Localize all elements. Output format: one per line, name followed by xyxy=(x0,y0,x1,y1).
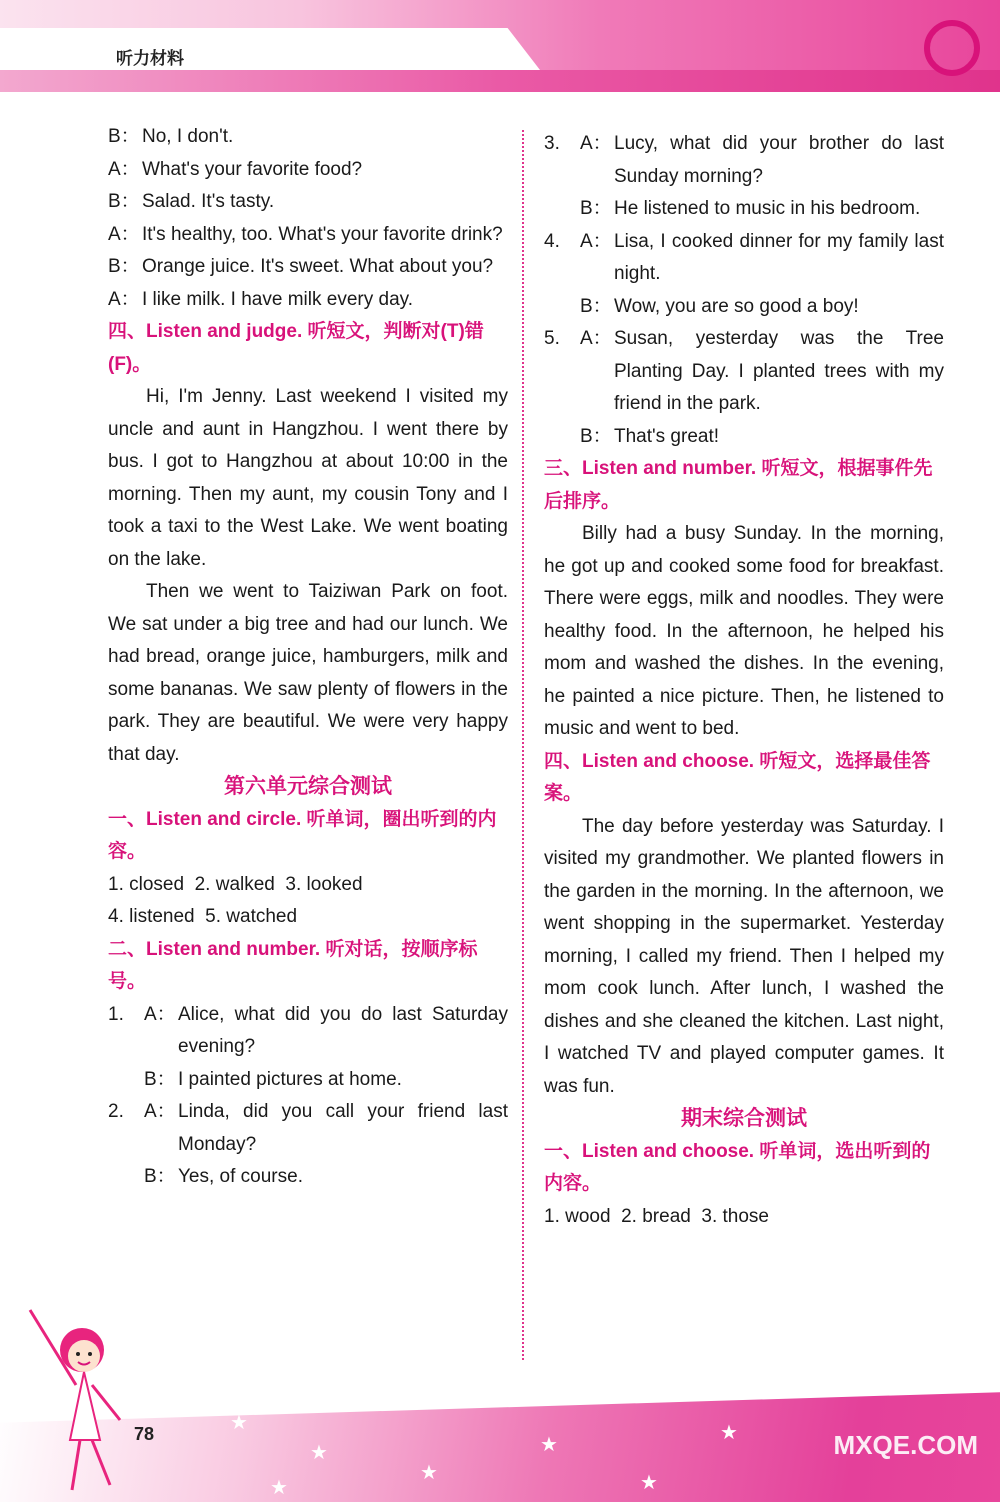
dialog-line: B： Wow, you are so good a boy! xyxy=(580,295,859,317)
dialog-line: A： It's healthy, too. What's your favorite drink? xyxy=(108,223,503,245)
section-title: 四、Listen and judge. 听短文，判断对(T)错(F)。 xyxy=(108,321,484,375)
dialog-line: 5. A： Susan, yesterday was the Tree Planting Day. I planted trees with my friend in the park. xyxy=(544,328,944,414)
star-icon: ★ xyxy=(310,1442,328,1464)
dialog-line: B： No, I don't. xyxy=(108,126,234,147)
dialog-line: A： What's your favorite food? xyxy=(108,158,363,180)
girl-illustration xyxy=(20,1290,180,1500)
dialog-line: B： Salad. It's tasty. xyxy=(108,191,275,212)
right-column xyxy=(544,128,944,1233)
star-icon: ★ xyxy=(420,1462,438,1484)
unit-title: 第六单元综合测试 xyxy=(224,775,392,798)
dialog-line: 1. A： Alice, what did you do last Saturday evening? xyxy=(108,1003,508,1057)
dialog-line: B： He listened to music in his bedroom. xyxy=(580,198,921,219)
passage-paragraph: Hi, I'm Jenny. Last weekend I visited my uncle and aunt in Hangzhou. I went there by bus. I got to Hangzhou at about 10:00 in the morning. Then my aunt, my cousin Tony and I took a taxi to the West Lake. We went boating on the lake. xyxy=(108,386,508,570)
page-header xyxy=(0,0,1000,92)
star-icon: ★ xyxy=(230,1412,248,1434)
dialog-line: B： I painted pictures at home. xyxy=(144,1068,402,1090)
header-panel xyxy=(0,28,540,70)
left-column xyxy=(108,121,508,1194)
answer-line: 1. closed 2. walked 3. looked xyxy=(108,873,363,895)
column-divider xyxy=(522,130,524,1360)
star-icon: ★ xyxy=(640,1472,658,1494)
answer-line: 4. listened 5. watched xyxy=(108,906,298,927)
passage-paragraph: The day before yesterday was Saturday. I visited my grandmother. We planted flowers in the garden in the morning. In the afternoon, we went shopping in the supermarket. Yesterday morning, I called my friend. Then I helped my mom cook lunch. After lunch, I washed the dishes and she cleaned the kitchen. Last night, I watched TV and played computer games. It was fun. xyxy=(544,815,944,1097)
section-title: 一、Listen and choose. 听单词，选出听到的内容。 xyxy=(544,1140,931,1194)
dialog-line: A： I like milk. I have milk every day. xyxy=(108,288,414,310)
section-title: 四、Listen and choose. 听短文，选择最佳答案。 xyxy=(544,750,931,804)
watermark: MXQE.COM xyxy=(833,1430,978,1460)
header-ring-decoration xyxy=(924,20,980,76)
section-title: 三、Listen and number. 听短文，根据事件先后排序。 xyxy=(544,458,933,512)
dialog-1 xyxy=(108,121,508,316)
answer-line: 1. wood 2. bread 3. those xyxy=(544,1205,769,1227)
section-title: 二、Listen and number. 听对话，按顺序标号。 xyxy=(108,938,478,992)
dialog-line: 4. A： Lisa, I cooked dinner for my family last night. xyxy=(544,230,944,284)
section-title: 一、Listen and circle. 听单词，圈出听到的内容。 xyxy=(108,808,497,862)
dialog-line: 3. A： Lucy, what did your brother do last Sunday morning? xyxy=(544,133,944,187)
star-icon: ★ xyxy=(720,1422,738,1444)
passage-paragraph: Billy had a busy Sunday. In the morning, he got up and cooked some food for breakfast. There were eggs, milk and noodles. They were healthy food. In the afternoon, he helped his mom and washed the dishes. In the evening, he painted a nice picture. Then, he listened to music and went to bed. xyxy=(544,523,944,739)
header-title: 听力材料 xyxy=(116,49,184,68)
dialog-line: B： Orange juice. It's sweet. What about you? xyxy=(108,256,494,277)
header-bar xyxy=(0,70,1000,92)
star-icon: ★ xyxy=(270,1477,288,1499)
passage-paragraph: Then we went to Taiziwan Park on foot. We sat under a big tree and had our lunch. We had bread, orange juice, hamburgers, milk and some bananas. We saw plenty of flowers in the park. They are beautiful. We were very happy that day. xyxy=(108,581,508,765)
star-icon: ★ xyxy=(540,1434,558,1456)
dialog-line: 2. A： Linda, did you call your friend last Monday? xyxy=(108,1101,508,1155)
dialog-line: B： Yes, of course. xyxy=(144,1166,303,1187)
dialog-line: B： That's great! xyxy=(580,425,720,447)
page-number: 78 xyxy=(134,1424,155,1444)
final-test-title: 期末综合测试 xyxy=(681,1107,807,1130)
